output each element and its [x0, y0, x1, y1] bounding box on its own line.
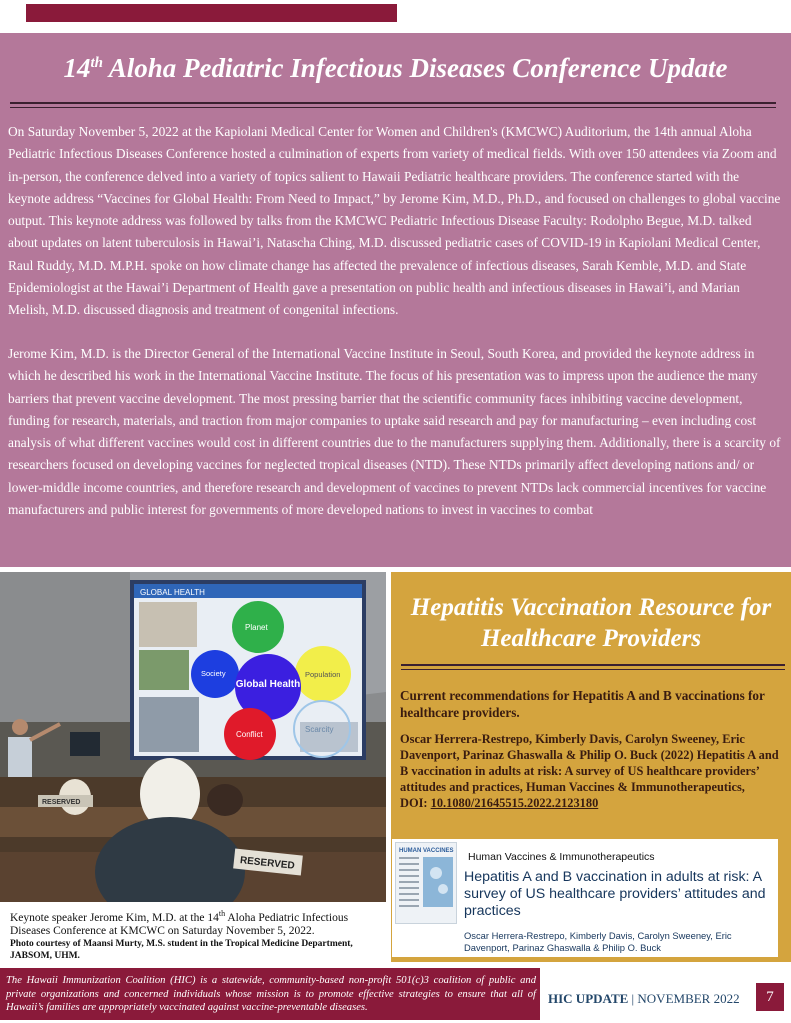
page-number: 7 [756, 983, 784, 1011]
photo-credit: Photo courtesy of Maansi Murty, M.S. student in the Tropical Medicine Department, JABSOM, UHM. [10, 938, 353, 961]
journal-cover-illustration [396, 843, 456, 923]
article-title: Hepatitis A and B vaccination in adults at risk: A survey of US healthcare providers’ attitudes and practices [464, 869, 766, 919]
conference-title [0, 53, 791, 84]
doi-link[interactable]: 10.1080/21645515.2022.2123180 [430, 796, 599, 810]
conference-update-section [0, 33, 791, 567]
hic-update-label: HIC UPDATE [548, 991, 629, 1006]
paragraph-keynote: Jerome Kim, M.D. is the Director General of the International Vaccine Institute in Seoul, South Korea, and provided the keynote address in which he described his work in the International Vaccine Institute. The focus of his presentation was to impress upon the audience the many barriers that prevent vaccine development. The most pressing barrier that the scientific community faces inhibiting vaccine development, funding for research, materials, and traction from major companies to uptake said research and pay for manufacturing – even including cost analysis of what different vaccines would cost in different countries due to the manufacturers supplying them. Additionally, there is a scarcity of researchers focused on developing vaccines for neglected tropical diseases (NTD). These NTDs primarily affect developing nations and/ or lower-middle income countries, and therefore research and development of vaccines to prevent NTDs lack commercial incentives for vaccine manufacturers and public interest for governments of more developed nations to invest in vaccines to combat [8, 346, 781, 518]
circle-conflict-label: Conflict [236, 730, 263, 739]
circle-planet-label: Planet [245, 623, 268, 632]
title-ordinal: 14 [63, 53, 91, 83]
caption-text-start: Keynote speaker Jerome Kim, M.D. at the 14 [10, 911, 219, 924]
issue-date: NOVEMBER 2022 [637, 991, 740, 1006]
title-ordinal-suffix: th [90, 55, 104, 71]
doi-label: DOI: [400, 796, 431, 810]
title-rest: Aloha Pediatric Infectious Diseases Conference Update [103, 53, 728, 83]
conference-photo [0, 572, 386, 902]
conference-photo-illustration [0, 572, 386, 902]
mission-statement: The Hawaii Immunization Coalition (HIC) is a statewide, community-based non-profit 501(c)3 coalition of public and private organizations and concerned individuals whose mission is to promote effective strategies to ensure that all of Hawaii’s families are appropriately vaccinated against vaccine-preventable diseases. [6, 975, 536, 1013]
citation-text: Oscar Herrera-Restrepo, Kimberly Davis, Carolyn Sweeney, Eric Davenport, Parinaz Ghaswalla & Philip O. Buck (2022) Hepatitis A and B vaccination in adults at risk: A survey of US healthcare providers’ attitudes and practices, Human Vaccines & Immunotherapeutics, [400, 732, 779, 794]
caption-text-end: Aloha Pediatric Infectious Diseases Conference at KMCWC on Saturday November 5, 2022. [10, 911, 349, 937]
title-divider [10, 102, 776, 108]
reserved-sign: RESERVED [239, 855, 296, 872]
caption-ordinal-suffix: th [218, 909, 226, 918]
top-accent-bar [26, 4, 397, 22]
newsletter-label [548, 991, 740, 1007]
paragraph-overview: On Saturday November 5, 2022 at the Kapiolani Medical Center for Women and Children's (KMCWC) Auditorium, the 14th annual Aloha Pediatric Infectious Diseases Conference hosted a culmination of experts from variety of medical fields. With over 150 attendees via Zoom and in-person, the conference delved into a variety of topics salient to Hawaii Pediatric healthcare providers. The conference started with the keynote address “Vaccines for Global Health: From Need to Impact,” by Jerome Kim, M.D., Ph.D., and focused on challenges to global vaccine output. This keynote address was followed by talks from the KMCWC Pediatric Infectious Disease Faculty: Rodolpho Begue, M.D. talked about updates on latent tuberculosis in Hawai’i, Natascha Ching, M.D. discussed pediatric cases of COVID-19 in Kapiolani Medical Center, Raul Ruddy, M.D. M.P.H. spoke on how climate change has affected the prevalence of infectious diseases, Sarah Kemble, M.D. and State Epidemiologist at the Hawai’i Department of Health gave a presentation on public health and infectious diseases in Hawai’i, and Marian Melish, M.D. discussed diagnosis and treatment of congenital infections. [8, 124, 781, 318]
circle-scarcity-label: Scarcity [305, 725, 334, 734]
hepatitis-divider [401, 664, 785, 670]
journal-name: Human Vaccines & Immunotherapeutics [468, 851, 655, 863]
journal-cover-thumbnail [395, 842, 457, 924]
journal-cover-label: HUMAN VACCINES [399, 848, 454, 854]
journal-preview-card[interactable] [392, 839, 778, 957]
article-authors: Oscar Herrera-Restrepo, Kimberly Davis, Carolyn Sweeney, Eric Davenport, Parinaz Ghaswalla & Philip O. Buck [464, 930, 732, 953]
caption-main [10, 907, 390, 938]
hepatitis-citation [400, 731, 785, 811]
label-separator: | [628, 991, 638, 1006]
circle-global-label: Global Health [235, 679, 301, 690]
reserved-sign-small: RESERVED [42, 799, 81, 806]
footer-mission-bar [0, 968, 540, 1020]
slide-heading: GLOBAL HEALTH [140, 588, 205, 597]
hepatitis-title: Hepatitis Vaccination Resource for Healthcare Providers [410, 594, 772, 652]
circle-society-label: Society [201, 669, 226, 678]
circle-population-label: Population [305, 670, 341, 679]
photo-caption [10, 907, 390, 962]
hepatitis-recommendation: Current recommendations for Hepatitis A and B vaccinations for healthcare providers. [400, 688, 765, 720]
